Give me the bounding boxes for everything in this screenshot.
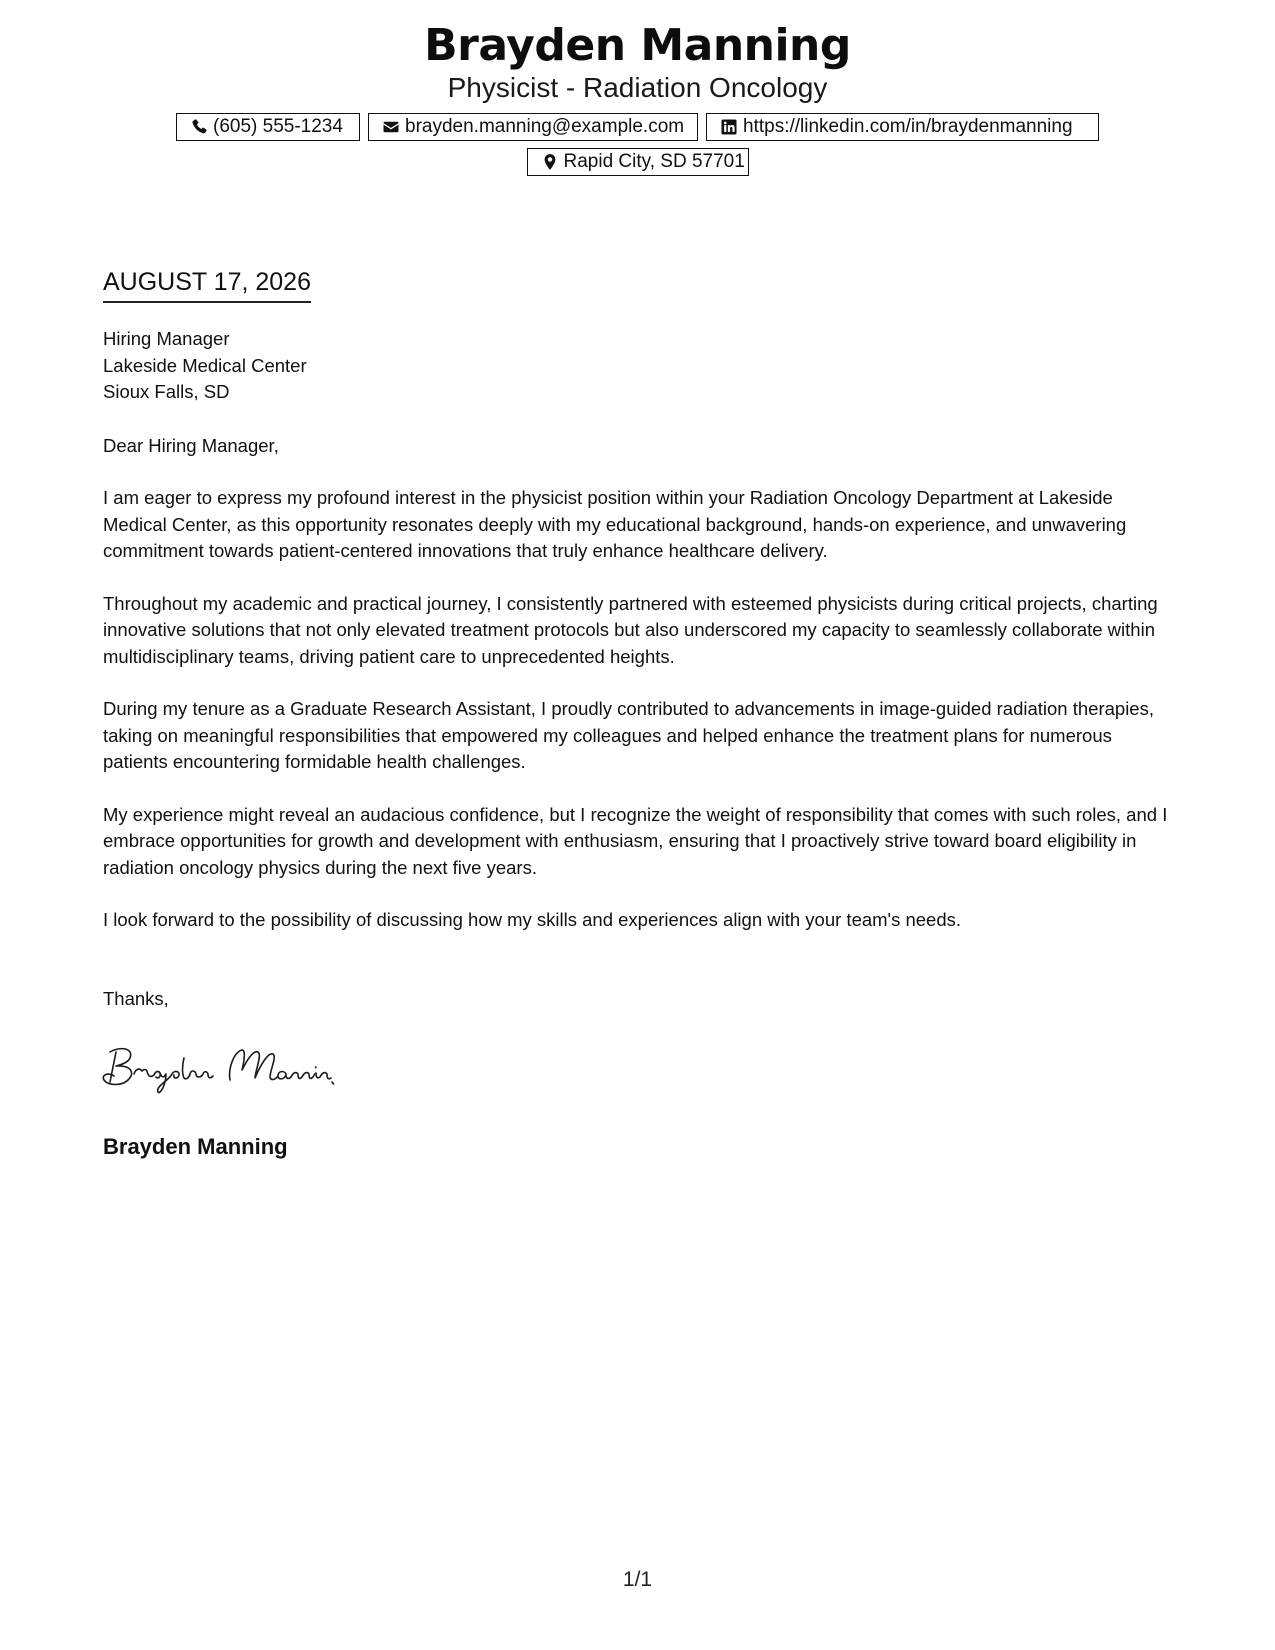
letter-body [103, 485, 1173, 934]
linkedin-icon [720, 118, 738, 136]
linkedin-text: https://linkedin.com/in/braydenmanning [743, 116, 1073, 137]
salutation: Dear Hiring Manager, [103, 435, 279, 456]
phone-chip[interactable] [176, 113, 360, 141]
contact-row-location [0, 148, 1275, 176]
page-number: 1/1 [622, 1568, 653, 1591]
recipient-line: Hiring Manager [103, 328, 230, 349]
signer-name: Brayden Manning [103, 1134, 288, 1159]
applicant-name: Brayden Manning [424, 20, 851, 71]
recipient-line: Lakeside Medical Center [103, 354, 307, 376]
location-chip [527, 148, 749, 176]
email-chip[interactable] [368, 113, 698, 141]
handwritten-signature [100, 1038, 370, 1098]
closing: Thanks, [103, 988, 169, 1009]
letter-date: AUGUST 17, 2026 [103, 266, 311, 303]
linkedin-chip[interactable] [706, 113, 1099, 141]
phone-icon [190, 118, 208, 136]
recipient-block [103, 326, 1173, 406]
letter-header [0, 18, 1275, 176]
phone-text: (605) 555-1234 [213, 116, 343, 137]
body-paragraph: I look forward to the possibility of discussing how my skills and experiences align with your team's needs. [103, 909, 962, 930]
body-paragraph: My experience might reveal an audacious confidence, but I recognize the weight of responsibility that comes with such roles, and I embrace opportunities for growth and development with enthusiasm, ensuring that I proactively strive toward board eligibility in radiation oncology physics during the next five years. [103, 803, 1168, 878]
body-paragraph: Throughout my academic and practical journey, I consistently partnered with esteemed physicists during critical projects, charting innovative solutions that not only elevated treatment protocols but also underscored my capacity to seamlessly collaborate within multidisciplinary teams, driving patient care to unprecedented heights. [103, 592, 1158, 667]
email-text: brayden.manning@example.com [405, 116, 685, 137]
map-marker-icon [541, 153, 559, 171]
body-paragraph: I am eager to express my profound interest in the physicist position within your Radiation Oncology Department at Lakeside Medical Center, as this opportunity resonates deeply with my educational background, hands-on experience, and unwavering commitment towards patient-centered innovations that truly enhance healthcare delivery. [103, 487, 1127, 561]
recipient-line: Sioux Falls, SD [103, 381, 230, 402]
applicant-title: Physicist - Radiation Oncology [447, 72, 828, 103]
contact-row [0, 113, 1275, 141]
envelope-icon [382, 118, 400, 136]
body-paragraph: During my tenure as a Graduate Research Assistant, I proudly contributed to advancements in image-guided radiation therapies, taking on meaningful responsibilities that empowered my colleagues and helped enhance the treatment plans for numerous patients encountering formidable health challenges. [103, 698, 1154, 772]
location-text: Rapid City, SD 57701 [563, 151, 745, 172]
